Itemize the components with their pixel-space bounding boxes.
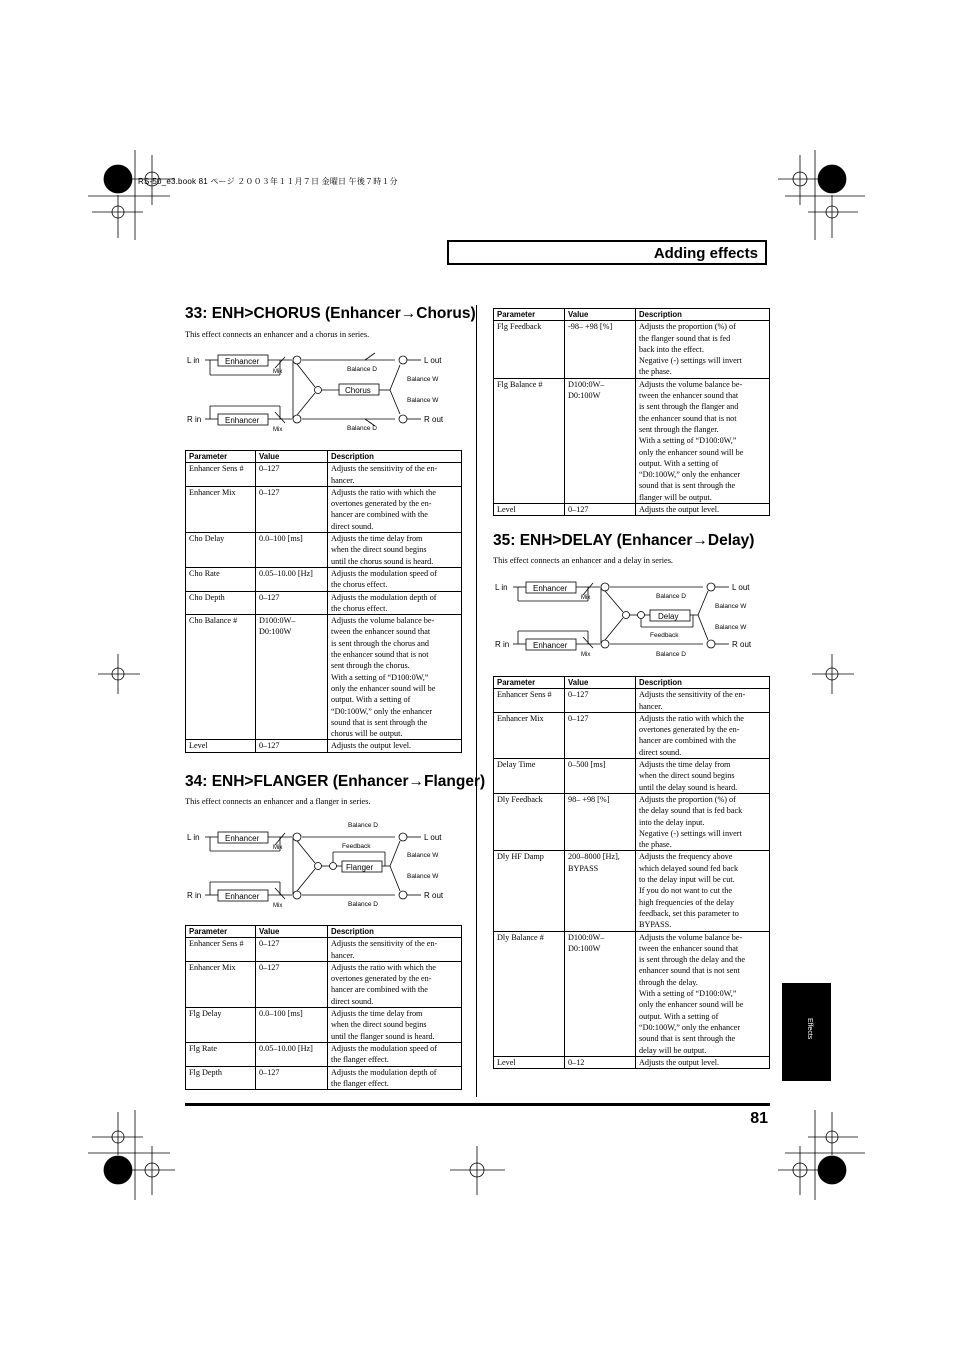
flanger-intro: This effect connects an enhancer and a flanger in series.: [185, 797, 371, 806]
flanger-balance-w-top: Balance W: [407, 852, 439, 859]
table-row: [186, 1042, 462, 1066]
table-row: [186, 591, 462, 615]
flanger-r-out-label: R out: [424, 891, 444, 900]
parameter-cell: Enhancer Mix: [186, 961, 256, 1007]
col-value: Value: [565, 309, 636, 321]
flanger-mix-l: Mix: [273, 845, 283, 851]
parameter-cell: Level: [494, 1056, 565, 1068]
chorus-box-label: Chorus: [345, 386, 371, 395]
value-cell: D100:0W– D0:100W: [256, 615, 328, 740]
chorus-r-out-label: R out: [424, 415, 444, 424]
value-cell: 0–127: [256, 961, 328, 1007]
flanger-r-in-label: R in: [187, 891, 202, 900]
description-cell: Adjusts the modulation speed of the flanger effect.: [328, 1042, 462, 1066]
table-row: [494, 759, 770, 794]
description-cell: Adjusts the volume balance be- tween the enhancer sound that is sent through the delay and the enhancer sound that is not sent through the delay. With a setting of “D100:0W,” only the enhancer sound will be output. With a setting of “D0:100W,” only the enhancer sound that is sent through the delay will be output.: [636, 931, 770, 1056]
page-number: 81: [750, 1110, 768, 1127]
column-divider: [476, 305, 477, 1097]
chorus-mix-r: Mix: [273, 427, 283, 433]
col-description: Description: [328, 451, 462, 463]
parameter-cell: Enhancer Sens #: [186, 938, 256, 962]
value-cell: D100:0W– D0:100W: [565, 931, 636, 1056]
value-cell: 0–127: [256, 486, 328, 532]
delay-box-label: Delay: [658, 612, 679, 621]
chorus-parameter-table: [185, 450, 462, 753]
delay-balance-d-bottom: Balance D: [656, 651, 686, 658]
delay-title: 35: ENH>DELAY (Enhancer→Delay): [493, 532, 755, 549]
value-cell: 0–127: [565, 689, 636, 713]
chorus-r-in-label: R in: [187, 415, 202, 424]
description-cell: Adjusts the output level.: [636, 1056, 770, 1068]
side-tab: [782, 983, 831, 1081]
col-value: Value: [565, 677, 636, 689]
delay-enhancer-r: Enhancer: [533, 641, 568, 650]
value-cell: 0–127: [256, 1066, 328, 1090]
value-cell: 0–127: [256, 463, 328, 487]
description-cell: Adjusts the frequency above which delayed sound fed back to the delay input will be cut. If you do not want to cut the high frequencies of the delay feedback, set this parameter to BYPASS.: [636, 851, 770, 931]
col-parameter: Parameter: [494, 677, 565, 689]
flanger-box-label: Flanger: [346, 863, 374, 872]
table-row: [494, 793, 770, 850]
flanger-balance-d-top: Balance D: [348, 822, 378, 829]
parameter-cell: Enhancer Sens #: [494, 689, 565, 713]
flanger-parameter-table-continued: [493, 308, 770, 516]
parameter-cell: Dly Balance #: [494, 931, 565, 1056]
table-row: [186, 486, 462, 532]
value-cell: 0–127: [565, 504, 636, 516]
parameter-cell: Cho Depth: [186, 591, 256, 615]
description-cell: Adjusts the volume balance be- tween the enhancer sound that is sent through the flanger and the enhancer sound that is not sent through the flanger. With a setting of “D100:0W,” only the enhancer sound will be output. With a setting of “D0:100W,” only the enhancer sound that is sent through the flanger will be output.: [636, 378, 770, 503]
table-row: [186, 740, 462, 752]
table-row: [494, 378, 770, 503]
delay-enhancer-l: Enhancer: [533, 584, 568, 593]
flanger-title: 34: ENH>FLANGER (Enhancer→Flanger): [185, 773, 486, 790]
description-cell: Adjusts the sensitivity of the en- hancer.: [328, 938, 462, 962]
col-description: Description: [636, 309, 770, 321]
value-cell: 200–8000 [Hz], BYPASS: [565, 851, 636, 931]
chorus-balance-d-top: Balance D: [347, 366, 377, 373]
chorus-diagram: [185, 350, 465, 435]
parameter-cell: Level: [186, 740, 256, 752]
flanger-mix-r: Mix: [273, 903, 283, 909]
table-row: [494, 931, 770, 1056]
col-description: Description: [328, 926, 462, 938]
parameter-cell: Flg Delay: [186, 1008, 256, 1043]
parameter-cell: Dly Feedback: [494, 793, 565, 850]
value-cell: 0–127: [256, 740, 328, 752]
table-row: [186, 1008, 462, 1043]
flanger-l-in-label: L in: [187, 833, 200, 842]
description-cell: Adjusts the ratio with which the overtones generated by the en- hancer are combined with the direct sound.: [328, 486, 462, 532]
print-header: RS-50_e3.book 81 ページ ２００３年１１月７日 金曜日 午後７時１分: [138, 177, 398, 186]
col-value: Value: [256, 451, 328, 463]
value-cell: 0.0–100 [ms]: [256, 1008, 328, 1043]
delay-balance-d-top: Balance D: [656, 593, 686, 600]
description-cell: Adjusts the volume balance be- tween the enhancer sound that is sent through the chorus and the enhancer sound that is not sent through the chorus. With a setting of “D100:0W,” only the enhancer sound will be output. With a setting of “D0:100W,” only the enhancer sound that is sent through the chorus will be output.: [328, 615, 462, 740]
flanger-enhancer-r: Enhancer: [225, 892, 260, 901]
flanger-balance-w-bottom: Balance W: [407, 873, 439, 880]
section-header: [447, 240, 767, 265]
table-row: [494, 689, 770, 713]
parameter-cell: Cho Balance #: [186, 615, 256, 740]
flanger-feedback-label: Feedback: [342, 843, 371, 850]
value-cell: 0–127: [256, 938, 328, 962]
description-cell: Adjusts the proportion (%) of the flanger sound that is fed back into the effect. Negative (-) settings will invert the phase.: [636, 321, 770, 378]
table-row: [494, 851, 770, 931]
parameter-cell: Enhancer Mix: [494, 712, 565, 758]
description-cell: Adjusts the sensitivity of the en- hancer.: [328, 463, 462, 487]
col-parameter: Parameter: [494, 309, 565, 321]
parameter-cell: Delay Time: [494, 759, 565, 794]
side-tab-label: Effects: [806, 1018, 813, 1040]
delay-mix-l: Mix: [581, 595, 591, 601]
chorus-intro: This effect connects an enhancer and a chorus in series.: [185, 330, 370, 339]
delay-parameter-table: [493, 676, 770, 1069]
col-parameter: Parameter: [186, 926, 256, 938]
description-cell: Adjusts the time delay from when the direct sound begins until the chorus sound is heard.: [328, 533, 462, 568]
description-cell: Adjusts the modulation speed of the chorus effect.: [328, 567, 462, 591]
delay-intro: This effect connects an enhancer and a delay in series.: [493, 556, 673, 565]
description-cell: Adjusts the output level.: [328, 740, 462, 752]
description-cell: Adjusts the sensitivity of the en- hancer.: [636, 689, 770, 713]
description-cell: Adjusts the modulation depth of the chorus effect.: [328, 591, 462, 615]
parameter-cell: Enhancer Mix: [186, 486, 256, 532]
table-row: [186, 463, 462, 487]
delay-mix-r: Mix: [581, 652, 591, 658]
parameter-cell: Cho Rate: [186, 567, 256, 591]
table-row: [494, 504, 770, 516]
chorus-enhancer-r: Enhancer: [225, 416, 260, 425]
chorus-l-out-label: L out: [424, 356, 442, 365]
table-row: [494, 712, 770, 758]
description-cell: Adjusts the time delay from when the direct sound begins until the flanger sound is heard.: [328, 1008, 462, 1043]
flanger-parameter-table: [185, 925, 462, 1090]
flanger-diagram: [185, 818, 465, 913]
col-value: Value: [256, 926, 328, 938]
description-cell: Adjusts the output level.: [636, 504, 770, 516]
parameter-cell: Flg Rate: [186, 1042, 256, 1066]
delay-r-in-label: R in: [495, 640, 510, 649]
description-cell: Adjusts the ratio with which the overtones generated by the en- hancer are combined with the direct sound.: [636, 712, 770, 758]
chorus-l-in-label: L in: [187, 356, 200, 365]
description-cell: Adjusts the proportion (%) of the delay sound that is fed back into the delay input. Negative (-) settings will invert the phase.: [636, 793, 770, 850]
table-row: [494, 1056, 770, 1068]
chorus-balance-d-bottom: Balance D: [347, 425, 377, 432]
table-row: [186, 533, 462, 568]
parameter-cell: Dly HF Damp: [494, 851, 565, 931]
flanger-l-out-label: L out: [424, 833, 442, 842]
flanger-enhancer-l: Enhancer: [225, 834, 260, 843]
value-cell: 0.05–10.00 [Hz]: [256, 1042, 328, 1066]
delay-l-out-label: L out: [732, 583, 750, 592]
chorus-title: 33: ENH>CHORUS (Enhancer→Chorus): [185, 305, 476, 322]
table-row: [494, 321, 770, 378]
parameter-cell: Flg Feedback: [494, 321, 565, 378]
value-cell: 0.0–100 [ms]: [256, 533, 328, 568]
table-row: [186, 1066, 462, 1090]
delay-l-in-label: L in: [495, 583, 508, 592]
section-title: Adding effects: [653, 245, 758, 262]
description-cell: Adjusts the ratio with which the overtones generated by the en- hancer are combined with the direct sound.: [328, 961, 462, 1007]
parameter-cell: Enhancer Sens #: [186, 463, 256, 487]
value-cell: 0–500 [ms]: [565, 759, 636, 794]
parameter-cell: Cho Delay: [186, 533, 256, 568]
value-cell: 0.05–10.00 [Hz]: [256, 567, 328, 591]
value-cell: 0–127: [256, 591, 328, 615]
delay-balance-w-top: Balance W: [715, 603, 747, 610]
value-cell: -98– +98 [%]: [565, 321, 636, 378]
chorus-mix-l: Mix: [273, 369, 283, 375]
parameter-cell: Flg Depth: [186, 1066, 256, 1090]
description-cell: Adjusts the time delay from when the direct sound begins until the delay sound is heard.: [636, 759, 770, 794]
col-description: Description: [636, 677, 770, 689]
table-row: [186, 961, 462, 1007]
chorus-balance-w-bottom: Balance W: [407, 397, 439, 404]
delay-feedback-label: Feedback: [650, 632, 679, 639]
parameter-cell: Flg Balance #: [494, 378, 565, 503]
delay-diagram: [493, 577, 773, 662]
value-cell: 0–127: [565, 712, 636, 758]
footer-rule: [185, 1103, 770, 1106]
value-cell: 98– +98 [%]: [565, 793, 636, 850]
table-row: [186, 615, 462, 740]
delay-r-out-label: R out: [732, 640, 752, 649]
table-row: [186, 938, 462, 962]
description-cell: Adjusts the modulation depth of the flanger effect.: [328, 1066, 462, 1090]
delay-balance-w-bottom: Balance W: [715, 624, 747, 631]
flanger-balance-d-bottom: Balance D: [348, 901, 378, 908]
table-row: [186, 567, 462, 591]
col-parameter: Parameter: [186, 451, 256, 463]
parameter-cell: Level: [494, 504, 565, 516]
value-cell: D100:0W– D0:100W: [565, 378, 636, 503]
chorus-balance-w-top: Balance W: [407, 376, 439, 383]
chorus-enhancer-l: Enhancer: [225, 357, 260, 366]
value-cell: 0–12: [565, 1056, 636, 1068]
